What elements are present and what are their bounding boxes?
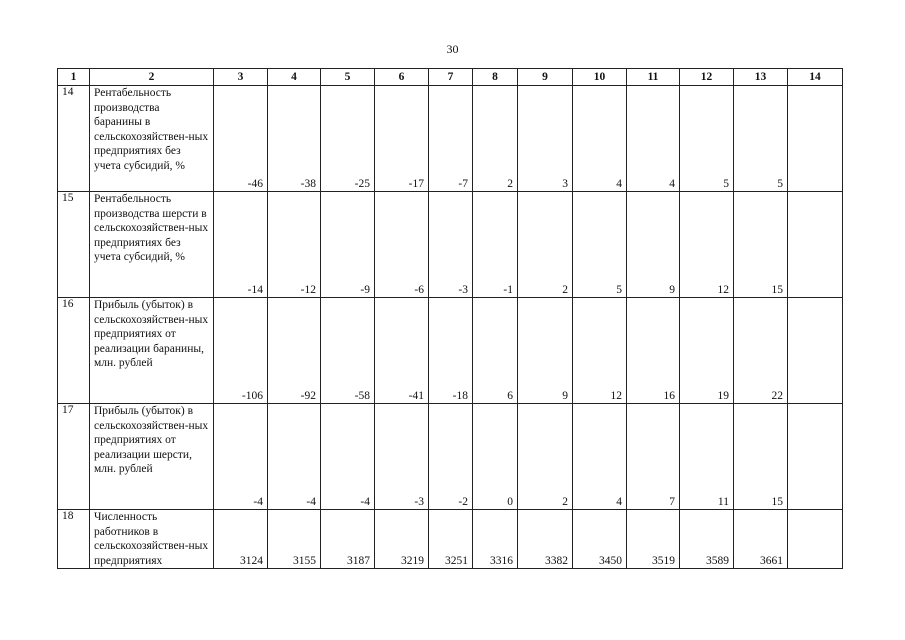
table-cell: -4 [321,404,375,510]
data-table [57,68,843,569]
row-number: 16 [58,298,90,404]
column-header: 6 [375,69,429,86]
table-cell: 2 [518,404,573,510]
column-header: 8 [473,69,518,86]
table-cell: -38 [268,86,321,192]
table-cell: -6 [375,192,429,298]
table-cell: 5 [680,86,734,192]
table-cell: 5 [573,192,627,298]
column-header: 2 [90,69,214,86]
table-cell: -9 [321,192,375,298]
table-row [58,298,843,404]
table-cell: -2 [429,404,473,510]
column-header: 13 [734,69,788,86]
table-cell: -18 [429,298,473,404]
table-cell: 15 [734,404,788,510]
table-cell: 4 [573,86,627,192]
table-cell: 3 [518,86,573,192]
table-cell: 9 [518,298,573,404]
table-cell: -106 [214,298,268,404]
table-cell: -4 [268,404,321,510]
table-cell: 2 [473,86,518,192]
table-cell: 3219 [375,510,429,569]
table-row [58,510,843,569]
row-number: 15 [58,192,90,298]
table-cell: 3382 [518,510,573,569]
table-cell: 2 [518,192,573,298]
column-header: 3 [214,69,268,86]
column-header: 11 [627,69,680,86]
table-cell: -46 [214,86,268,192]
table-cell: 3661 [734,510,788,569]
table-cell: 9 [627,192,680,298]
table-cell: -58 [321,298,375,404]
table-cell: 15 [734,192,788,298]
table-row [58,404,843,510]
table-cell: 7 [627,404,680,510]
table-cell: -3 [375,404,429,510]
table-cell: 11 [680,404,734,510]
table-cell: 0 [473,404,518,510]
table-cell [788,86,843,192]
row-label: Рентабельность производства шерсти в сельскохозяйствен-ных предприятиях без учета субсидий, % [90,192,214,298]
table-cell: 19 [680,298,734,404]
row-label: Рентабельность производства баранины в сельскохозяйствен-ных предприятиях без учета субсидий, % [90,86,214,192]
table-cell: 3155 [268,510,321,569]
column-header: 14 [788,69,843,86]
table-cell [788,298,843,404]
table-cell: 3450 [573,510,627,569]
column-header: 4 [268,69,321,86]
table-cell: 3519 [627,510,680,569]
page-number: 30 [446,42,459,56]
table-cell: 16 [627,298,680,404]
table-cell: -7 [429,86,473,192]
table-cell: -25 [321,86,375,192]
header-row [58,69,843,86]
column-header: 10 [573,69,627,86]
table-cell: -12 [268,192,321,298]
table-cell: 6 [473,298,518,404]
column-header: 7 [429,69,473,86]
row-label: Численность работников в сельскохозяйствен-ных предприятиях [90,510,214,569]
table-cell: -41 [375,298,429,404]
table-cell [788,404,843,510]
table-cell: -4 [214,404,268,510]
table-cell: -3 [429,192,473,298]
row-label: Прибыль (убыток) в сельскохозяйствен-ных предприятиях от реализации баранины, млн. рублей [90,298,214,404]
row-number: 17 [58,404,90,510]
row-label: Прибыль (убыток) в сельскохозяйствен-ных предприятиях от реализации шерсти, млн. рублей [90,404,214,510]
table-cell [788,192,843,298]
table-cell [788,510,843,569]
table-cell: 3124 [214,510,268,569]
table-cell: 3251 [429,510,473,569]
table-cell: 5 [734,86,788,192]
column-header: 1 [58,69,90,86]
column-header: 9 [518,69,573,86]
table-cell: 3187 [321,510,375,569]
table-cell: -1 [473,192,518,298]
row-number: 14 [58,86,90,192]
table-cell: -92 [268,298,321,404]
table-cell: 3589 [680,510,734,569]
table-cell: 12 [680,192,734,298]
table-cell: -17 [375,86,429,192]
row-number: 18 [58,510,90,569]
table-cell: 4 [573,404,627,510]
table-row [58,86,843,192]
table-cell: 22 [734,298,788,404]
table-row [58,192,843,298]
table-cell: 12 [573,298,627,404]
table-cell: -14 [214,192,268,298]
column-header: 12 [680,69,734,86]
table-cell: 4 [627,86,680,192]
column-header: 5 [321,69,375,86]
table-cell: 3316 [473,510,518,569]
